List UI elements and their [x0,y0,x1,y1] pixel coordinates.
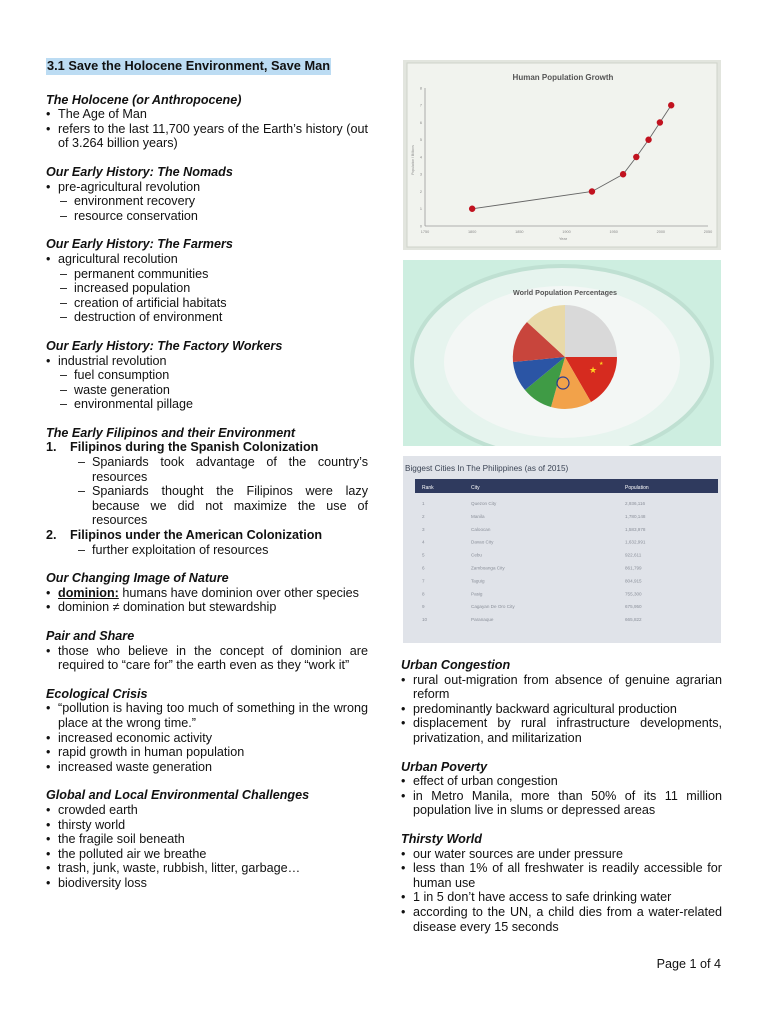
dominion-definition: humans have dominion over other species [118,585,359,600]
list-item: • biodiversity loss [46,876,368,891]
sub-list-item: – further exploitation of resources [46,543,368,558]
data-point [645,137,651,143]
x-axis-label: Year [558,236,568,241]
list-item: • our water sources are under pressure [401,847,722,862]
list-item: • crowded earth [46,803,368,818]
star-icon: ★ [599,361,604,367]
page-number: Page 1 of 4 [656,957,721,971]
x-tick-label: 1750 [420,230,430,234]
cell-rank: 10 [422,617,428,623]
section-image-of-nature [46,571,368,615]
list-item: • increased economic activity [46,731,368,746]
sub-list-item: – resource conservation [46,209,368,224]
cell-city: Paranaque [471,617,494,623]
y-tick-label: 3 [419,172,422,177]
section-heading: Our Early History: The Factory Workers [46,338,283,353]
section-nomads [46,165,368,223]
section-thirsty-world [401,832,722,934]
cell-rank: 9 [422,604,425,610]
section-heading: The Early Filipinos and their Environment [46,425,296,440]
section-urban-congestion [401,658,722,746]
cell-rank: 4 [422,539,425,545]
sub-list-item: – waste generation [46,383,368,398]
section-heading: Urban Congestion [401,658,511,672]
cell-population: 1,583,978 [625,526,646,532]
left-column [46,58,368,905]
section-factory-workers [46,339,368,412]
sub-list-item: – Spaniards took advantage of the country’s resources [46,455,368,484]
biggest-cities-photo [403,456,721,643]
page-title: 3.1 Save the Holocene Environment, Save Man [47,58,331,73]
cell-rank: 8 [422,591,425,597]
population-pie [513,305,617,409]
section-heading: Thirsty World [401,831,482,846]
cell-population: 804,915 [625,578,642,584]
cell-city: Taguig [471,578,485,584]
section-holocene [46,93,368,151]
list-item: • industrial revolution [46,354,368,369]
y-tick-label: 7 [419,103,422,108]
list-item: • agricultural recolution [46,252,368,267]
sub-list-item: – destruction of environment [46,310,368,325]
x-tick-label: 1950 [609,230,618,234]
header-city: City [471,485,480,491]
cell-rank: 7 [422,578,425,584]
list-item: • refers to the last 11,700 years of the Earth’s history (out of 3.264 billion years) [46,122,368,151]
section-heading: Pair and Share [46,629,135,643]
list-item: • the polluted air we breathe [46,847,368,862]
cell-city: Manila [471,513,485,519]
cell-population: 861,799 [625,565,642,571]
section-urban-poverty [401,760,722,818]
list-item: • predominantly backward agricultural production [401,702,722,717]
chart-title: Human Population Growth [512,73,614,82]
world-population-photo [403,260,721,446]
cell-population: 1,780,148 [625,513,646,519]
numbered-item-text: Filipinos during the Spanish Colonization [70,440,319,455]
right-column [401,658,722,948]
section-heading: Ecological Crisis [46,686,148,701]
sub-list-item: – fuel consumption [46,368,368,383]
header-rank: Rank [422,485,434,491]
section-heading: The Holocene (or Anthropocene) [46,92,242,107]
cell-rank: 6 [422,565,425,571]
cell-population: 2,936,116 [625,501,646,506]
cell-rank: 2 [422,513,425,519]
data-point [589,188,595,194]
section-heading: Urban Poverty [401,759,488,774]
numbered-item-text: Filipinos under the American Colonization [70,528,323,543]
list-item: • thirsty world [46,818,368,833]
y-tick-label: 2 [419,189,422,194]
item-number: 2. [46,528,57,543]
y-tick-label: 4 [419,155,422,160]
sub-list-item: – creation of artificial habitats [46,296,368,311]
data-point [620,171,626,177]
cell-city: Caloocan [471,526,491,532]
list-item: • The Age of Man [46,107,368,122]
data-point [668,102,674,108]
cell-rank: 5 [422,552,425,558]
list-item: • in Metro Manila, more than 50% of its 11 million population live in slums or depressed areas [401,789,722,818]
list-item [46,586,368,601]
y-tick-label: 6 [419,120,422,125]
x-tick-label: 1850 [515,230,524,234]
cell-city: Zamboanga City [471,565,505,571]
list-item: • effect of urban congestion [401,774,722,789]
y-tick-label: 8 [419,86,422,91]
section-ecological-crisis [46,687,368,775]
sub-list-item: – permanent communities [46,267,368,282]
data-point [657,119,663,125]
list-item: • increased waste generation [46,760,368,775]
numbered-item [46,528,368,543]
sub-list-item: – Spaniards thought the Filipinos were lazy because we did not maximize the use of resources [46,484,368,528]
sub-list-item: – environmental pillage [46,397,368,412]
section-farmers [46,237,368,325]
list-item: • rural out-migration from absence of genuine agrarian reform [401,673,722,702]
y-tick-label: 5 [419,138,422,143]
list-item: • displacement by rural infrastructure developments, privatization, and militarization [401,716,722,745]
section-heading: Our Early History: The Nomads [46,164,233,179]
list-item: • “pollution is having too much of something in the wrong place at the wrong time.” [46,701,368,730]
cell-population: 922,611 [625,552,642,558]
cell-population: 675,950 [625,604,642,610]
cell-city: Davao City [471,539,494,545]
sub-list-item: – increased population [46,281,368,296]
cell-rank: 1 [422,501,425,506]
data-point [469,206,475,212]
table-title: Biggest Cities In The Philippines (as of 2015) [405,464,569,473]
section-early-filipinos [46,426,368,557]
x-tick-label: 2000 [656,230,666,234]
list-item: • the fragile soil beneath [46,832,368,847]
section-global-local-challenges [46,788,368,890]
sub-list-item: – environment recovery [46,194,368,209]
cell-rank: 3 [422,526,425,532]
y-axis-label: Population / Billions [411,145,415,175]
item-number: 1. [46,440,57,455]
list-item: • according to the UN, a child dies from a water-related disease every 15 seconds [401,905,722,934]
cell-city: Pasig [471,591,483,597]
x-tick-label: 1800 [467,230,477,234]
y-tick-label: 0 [419,224,422,229]
list-item: • pre-agricultural revolution [46,180,368,195]
cell-city: Cagayan De Oro City [471,604,515,610]
cell-population: 665,822 [625,617,642,623]
numbered-item [46,440,368,455]
dominion-term: dominion: [58,585,119,600]
x-tick-label: 1900 [562,230,571,234]
cell-population: 755,300 [625,591,642,597]
cell-population: 1,632,991 [625,539,646,545]
list-item: • dominion ≠ domination but stewardship [46,600,368,615]
list-item: • those who believe in the concept of dominion are required to “care for” the earth even as they “work it” [46,644,368,673]
list-item: • 1 in 5 don’t have access to safe drinking water [401,890,722,905]
section-pair-and-share [46,629,368,673]
pie-title: World Population Percentages [512,288,618,297]
star-icon: ★ [589,365,598,375]
list-item: • rapid growth in human population [46,745,368,760]
header-population: Population [625,485,649,491]
cell-city: Quezon City [471,501,497,506]
list-item: • trash, junk, waste, rubbish, litter, garbage… [46,861,368,876]
y-tick-label: 1 [419,207,422,212]
section-heading: Our Early History: The Farmers [46,237,233,252]
section-heading: Our Changing Image of Nature [46,571,229,586]
population-growth-photo [403,60,721,250]
cell-city: Cebu [471,552,482,558]
table-header-bar [415,479,718,493]
x-tick-label: 2050 [703,230,713,234]
section-heading: Global and Local Environmental Challenges [46,788,310,803]
data-point [633,154,639,160]
list-item: • less than 1% of all freshwater is readily accessible for human use [401,861,722,890]
